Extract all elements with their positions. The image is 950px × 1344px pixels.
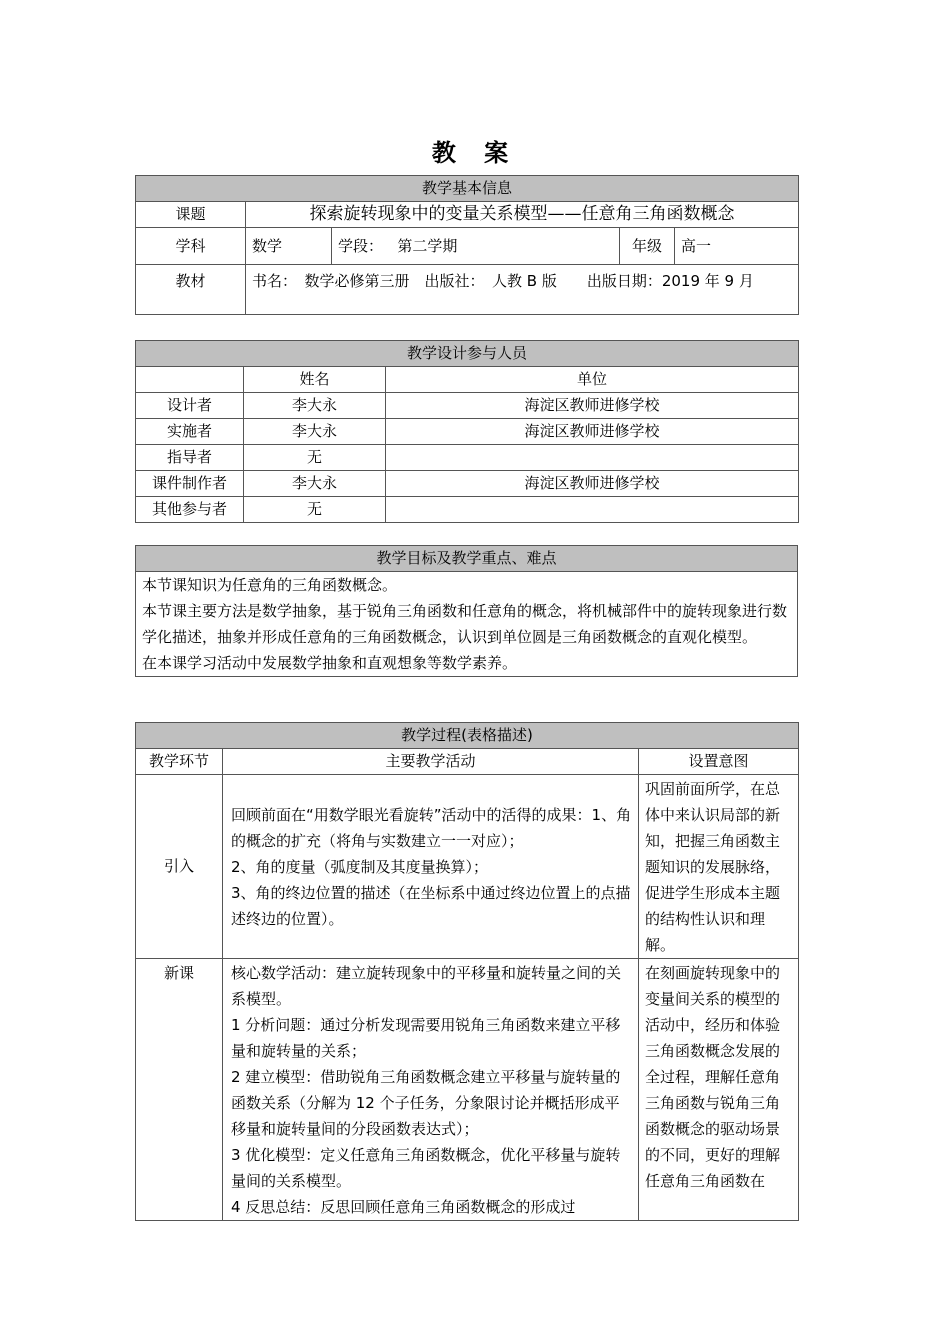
topic-label: 课题 — [136, 202, 246, 228]
activity-line: 4 反思总结：反思回顾任意角三角函数概念的形成过 — [231, 1198, 576, 1216]
activity-line: 2、角的度量（弧度制及其度量换算）； — [231, 857, 489, 876]
objectives-header: 教学目标及教学重点、难点 — [136, 546, 798, 572]
table-row — [136, 471, 799, 497]
grade-value: 高一 — [675, 228, 799, 265]
name-cell: 李大永 — [244, 393, 386, 419]
table-row — [136, 445, 799, 471]
activity-line: 回顾前面在“用数学眼光看旋转”活动中的活得的成果：1、角的概念的扩充（将角与实数建立一一对应）； — [231, 805, 632, 850]
period-value: 第二学期 — [397, 236, 458, 255]
subject-value: 数学 — [246, 228, 332, 265]
unit-cell — [386, 497, 799, 523]
stage-cell: 新课 — [136, 959, 223, 1221]
table-row — [136, 419, 799, 445]
period-cell — [332, 228, 620, 265]
unit-cell: 海淀区教师进修学校 — [386, 419, 799, 445]
activity-line: 1 分析问题：通过分析发现需要用锐角三角函数来建立平移量和旋转量的关系； — [231, 1016, 621, 1060]
objectives-paragraph-2: 本节课主要方法是数学抽象，基于锐角三角函数和任意角的概念，将机械部件中的旋转现象进行数学化描述，抽象并形成任意角的三角函数概念，认识到单位圆是三角函数概念的直观化模型。 — [142, 602, 788, 646]
subject-label: 学科 — [136, 228, 246, 265]
name-cell: 无 — [244, 445, 386, 471]
name-cell: 无 — [244, 497, 386, 523]
intent-cell: 在刻画旋转现象中的变量间关系的模型的活动中，经历和体验三角函数概念发展的全过程，理解任意角三角函数与锐角三角函数概念的驱动场景的不同，更好的理解任意角三角函数在 — [639, 959, 799, 1221]
objectives-table — [135, 545, 798, 677]
table-row — [136, 393, 799, 419]
intent-cell: 巩固前面所学，在总体中来认识局部的新知，把握三角函数主题知识的发展脉络，促进学生形成本主题的结构性认识和理解。 — [639, 775, 799, 959]
table-row — [136, 775, 799, 959]
process-table — [135, 722, 799, 1221]
role-cell: 设计者 — [136, 393, 244, 419]
participants-header: 教学设计参与人员 — [136, 341, 799, 367]
grade-label: 年级 — [620, 228, 675, 265]
basic-info-table — [135, 175, 799, 315]
role-cell: 课件制作者 — [136, 471, 244, 497]
activity-line: 2 建立模型：借助锐角三角函数概念建立平移量与旋转量的函数关系（分解为 12 个子任务，分象限讨论并概括形成平移量和旋转量间的分段函数表达式）； — [231, 1068, 621, 1138]
topic-value: 探索旋转现象中的变量关系模型——任意角三角函数概念 — [246, 202, 799, 228]
role-cell: 其他参与者 — [136, 497, 244, 523]
textbook-value: 书名： 数学必修第三册 出版社： 人教 B 版 出版日期：2019 年 9 月 — [246, 265, 799, 315]
role-cell: 实施者 — [136, 419, 244, 445]
activity-cell — [223, 959, 639, 1221]
objectives-paragraph-3: 在本课学习活动中发展数学抽象和直观想象等数学素养。 — [142, 654, 518, 672]
activity-line: 3、角的终边位置的描述（在坐标系中通过终边位置上的点描述终边的位置）。 — [231, 883, 631, 928]
col-stage: 教学环节 — [136, 749, 223, 775]
process-header: 教学过程(表格描述) — [136, 723, 799, 749]
name-cell: 李大永 — [244, 471, 386, 497]
table-row — [136, 959, 799, 1221]
col-intent: 设置意图 — [639, 749, 799, 775]
basic-info-header: 教学基本信息 — [136, 176, 799, 202]
objectives-body — [136, 572, 798, 677]
participants-table — [135, 340, 799, 523]
unit-cell: 海淀区教师进修学校 — [386, 393, 799, 419]
col-unit: 单位 — [386, 367, 799, 393]
role-cell: 指导者 — [136, 445, 244, 471]
activity-line: 核心数学活动：建立旋转现象中的平移量和旋转量之间的关系模型。 — [231, 964, 622, 1008]
stage-cell: 引入 — [136, 775, 223, 959]
activity-line: 3 优化模型：定义任意角三角函数概念，优化平移量与旋转量间的关系模型。 — [231, 1146, 621, 1190]
col-name: 姓名 — [244, 367, 386, 393]
activity-cell — [223, 775, 639, 959]
unit-cell — [386, 445, 799, 471]
textbook-label: 教材 — [136, 265, 246, 315]
objectives-paragraph-1: 本节课知识为任意角的三角函数概念。 — [142, 576, 398, 594]
name-cell: 李大永 — [244, 419, 386, 445]
table-row — [136, 497, 799, 523]
unit-cell: 海淀区教师进修学校 — [386, 471, 799, 497]
page-title: 教 案 — [431, 139, 519, 167]
col-activity: 主要教学活动 — [223, 749, 639, 775]
participants-corner — [136, 367, 244, 393]
period-label: 学段： — [338, 236, 384, 255]
